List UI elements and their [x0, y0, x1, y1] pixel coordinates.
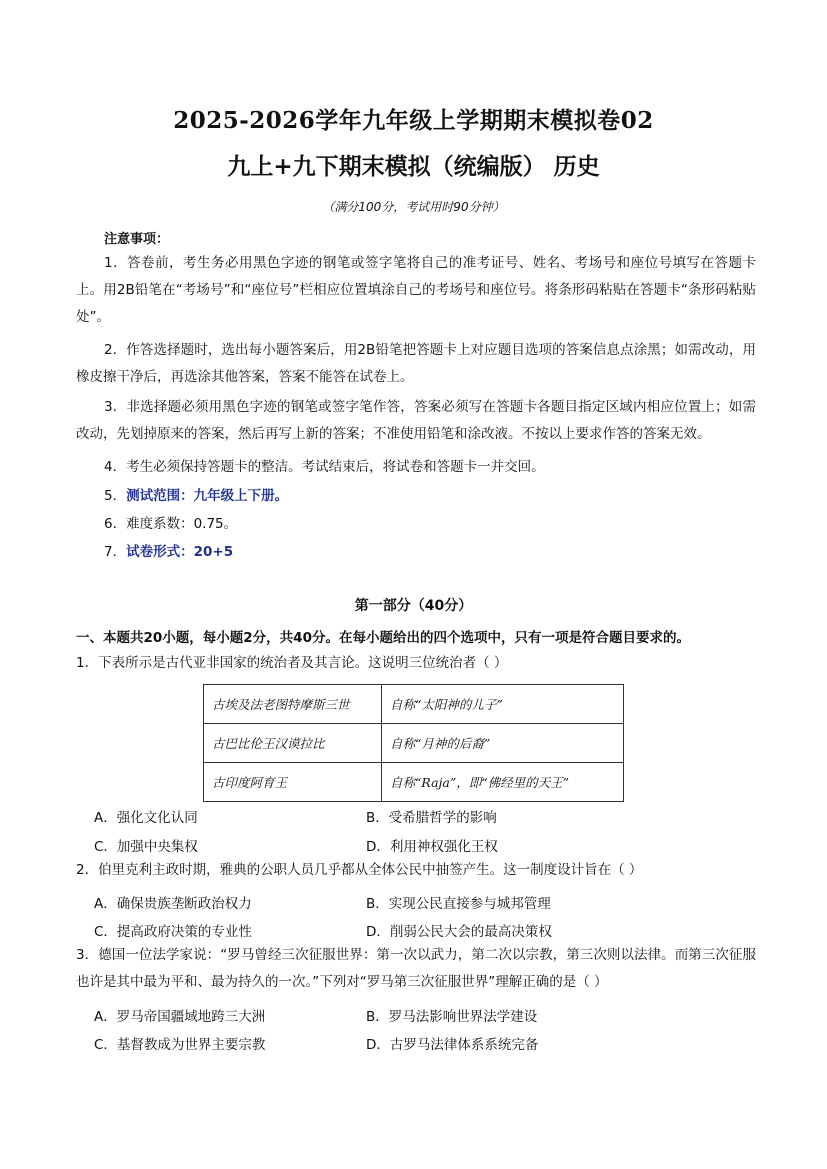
exam-subtitle: 九上+九下期末模拟（统编版） 历史 [227, 153, 600, 180]
notice-item-1: 1．答卷前，考生务必用黑色字迹的钢笔或签字笔将自己的准考证号、姓名、考场号和座位号填写在答题卡上。用2B铅笔在“考场号”和“座位号”栏相应位置填涂自己的考场号和座位号。将条形码粘贴在答题卡“条形码粘贴处”。 [76, 255, 756, 325]
question-2-option-a: A．确保贵族垄断政治权力 [94, 896, 252, 912]
table-row [204, 685, 624, 724]
exam-title: 2025-2026学年九年级上学期期末模拟卷02 [173, 107, 654, 134]
question-3-option-c: C．基督教成为世界主要宗教 [94, 1037, 266, 1053]
paper-format: 试卷形式：20+5 [126, 544, 234, 560]
table-cell: 古埃及法老图特摩斯三世 [204, 685, 382, 724]
part-one-title: 第一部分（40分） [354, 598, 473, 614]
notice-item-5 [104, 484, 288, 504]
notice-item-7 [104, 540, 233, 560]
question-1-table [203, 684, 624, 802]
notice-item-6: 6．难度系数：0.75。 [104, 516, 238, 532]
notice-item-2: 2．作答选择题时，选出每小题答案后，用2B铅笔把答题卡上对应题目选项的答案信息点涂黑；如需改动，用橡皮擦干净后，再选涂其他答案，答案不能答在试卷上。 [76, 342, 756, 385]
notice-item-3: 3．非选择题必须用黑色字迹的钢笔或签字笔作答，答案必须写在答题卡各题目指定区域内相应位置上；如需改动，先划掉原来的答案，然后再写上新的答案；不准使用铅笔和涂改液。不按以上要求作答的答案无效。 [76, 399, 756, 442]
table-cell: 古巴比伦王汉谟拉比 [204, 724, 382, 763]
question-2-option-c: C．提高政府决策的专业性 [94, 924, 252, 940]
question-1-option-a: A．强化文化认同 [94, 810, 198, 826]
table-cell: 自称“太阳神的儿子” [382, 685, 624, 724]
question-1-option-d: D．利用神权强化王权 [366, 839, 498, 855]
question-3-stem: 3．德国一位法学家说：“罗马曾经三次征服世界：第一次以武力，第二次以宗教，第三次则以法律。而第三次征服也许是其中最为平和、最为持久的一次。”下列对“罗马第三次征服世界”理解正确的是（ ） [76, 947, 756, 990]
question-2-stem: 2．伯里克利主政时期，雅典的公职人员几乎都从全体公民中抽签产生。这一制度设计旨在（ ） [76, 862, 643, 878]
table-cell: 自称“月神的后裔” [382, 724, 624, 763]
part-one-instruction: 一、本题共20小题，每小题2分，共40分。在每小题给出的四个选项中，只有一项是符合题目要求的。 [76, 630, 690, 646]
table-cell: 古印度阿育王 [204, 763, 382, 802]
table-row [204, 724, 624, 763]
notice-item-7-number: 7． [104, 544, 127, 560]
notice-item-5-number: 5． [104, 488, 127, 504]
question-3-option-d: D．古罗马法律体系系统完备 [366, 1037, 539, 1053]
question-3-option-b: B．罗马法影响世界法学建设 [366, 1009, 538, 1025]
exam-note: （满分100分，考试用时90分钟） [322, 200, 505, 214]
question-1-stem: 1．下表所示是古代亚非国家的统治者及其言论。这说明三位统治者（ ） [76, 655, 508, 671]
question-1-option-b: B．受希腊哲学的影响 [366, 810, 497, 826]
notice-item-4: 4．考生必须保持答题卡的整洁。考试结束后，将试卷和答题卡一并交回。 [104, 459, 545, 475]
table-cell: 自称“Raja”，即“佛经里的天王” [382, 763, 624, 802]
table-row [204, 763, 624, 802]
test-scope: 测试范围：九年级上下册。 [126, 488, 289, 504]
question-2-option-d: D．削弱公民大会的最高决策权 [366, 924, 552, 940]
notice-heading: 注意事项： [104, 232, 170, 247]
question-3-option-a: A．罗马帝国疆域地跨三大洲 [94, 1009, 266, 1025]
question-2-option-b: B．实现公民直接参与城邦管理 [366, 896, 551, 912]
question-1-option-c: C．加强中央集权 [94, 839, 198, 855]
